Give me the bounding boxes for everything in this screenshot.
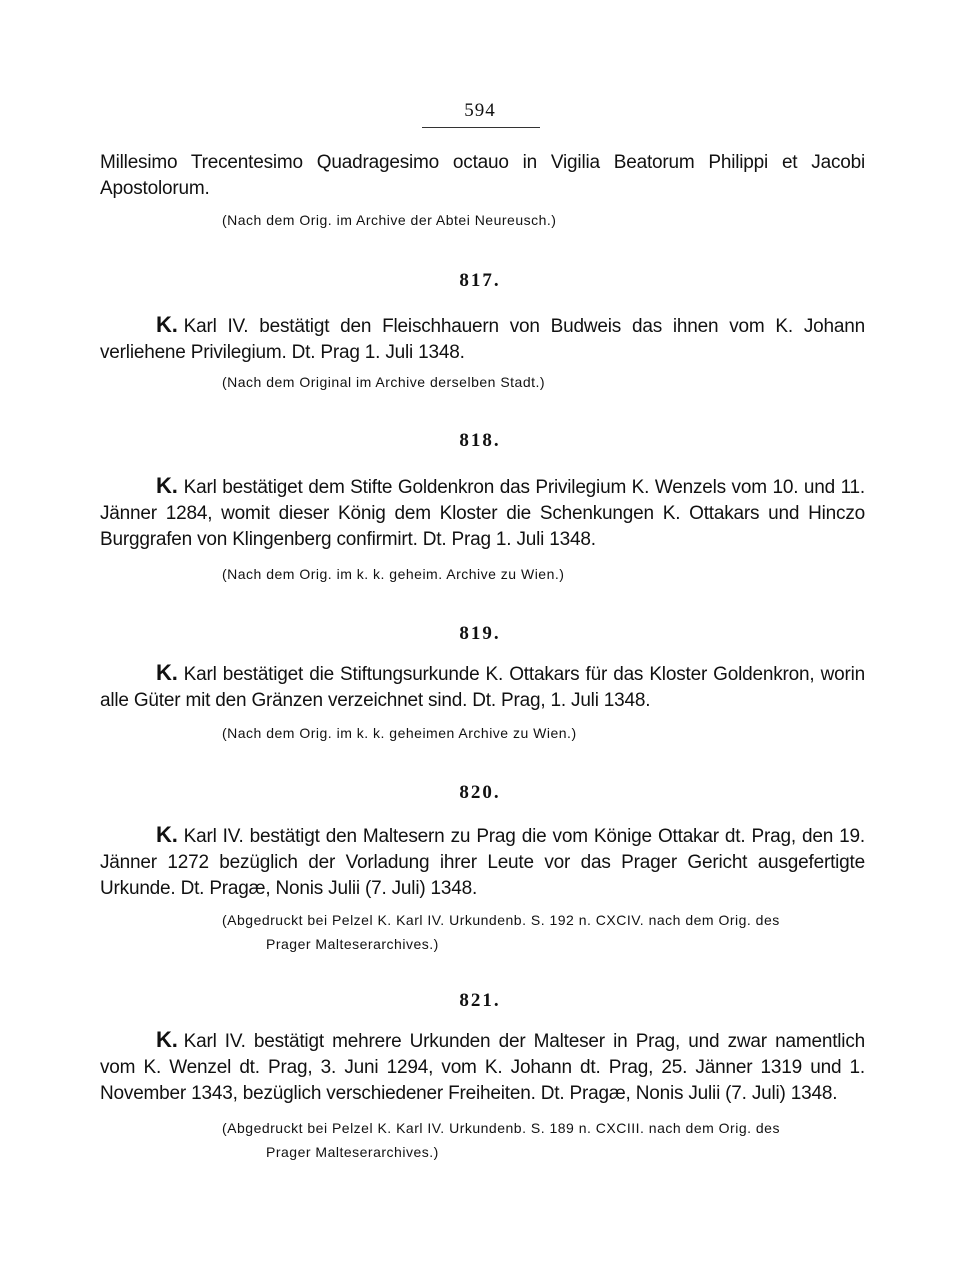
entry-818-paragraph bbox=[100, 473, 865, 553]
entry-number-817: 817. bbox=[459, 270, 501, 291]
entry-820-source-line1: (Abgedruckt bei Pelzel K. Karl IV. Urkundenb. S. 192 n. CXCIV. nach dem Orig. des bbox=[222, 912, 780, 928]
entry-821-lead: K. bbox=[156, 1027, 178, 1052]
entry-821-paragraph bbox=[100, 1027, 865, 1107]
entry-820-source-note bbox=[222, 908, 865, 956]
entry-821-source-note bbox=[222, 1116, 865, 1164]
entry-817-source-note: (Nach dem Original im Archive derselben Stadt.) bbox=[222, 374, 546, 390]
intro-source-note: (Nach dem Orig. im Archive der Abtei Neureusch.) bbox=[222, 212, 557, 228]
entry-821-source-line1: (Abgedruckt bei Pelzel K. Karl IV. Urkundenb. S. 189 n. CXCIII. nach dem Orig. des bbox=[222, 1120, 780, 1136]
entry-817-lead: K. bbox=[156, 312, 178, 337]
page-number: 594 bbox=[464, 100, 496, 121]
entry-number-819: 819. bbox=[459, 623, 501, 644]
entry-number-818: 818. bbox=[459, 430, 501, 451]
entry-819-text: Karl bestätiget die Stiftungsurkunde K. Ottakars für das Kloster Goldenkron, worin alle Güter mit den Gränzen verzeichnet sind. Dt. Prag, 1. Juli 1348. bbox=[100, 664, 865, 711]
entry-821-source-line2: Prager Malteserarchives.) bbox=[266, 1144, 439, 1160]
entry-819-source-note: (Nach dem Orig. im k. k. geheimen Archive zu Wien.) bbox=[222, 725, 577, 741]
entry-820-lead: K. bbox=[156, 822, 178, 847]
entry-820-source-line2: Prager Malteserarchives.) bbox=[266, 936, 439, 952]
entry-821-text: Karl IV. bestätigt mehrere Urkunden der Malteser in Prag, und zwar namentlich vom K. Wenzel dt. Prag, 3. Juni 1294, vom K. Johann dt. Prag, 25. Jänner 1319 und 1. November 1343, bezüglich verschiedener Freiheiten. Dt. Pragæ, Nonis Julii (7. Juli) 1348. bbox=[100, 1031, 865, 1104]
entry-819-lead: K. bbox=[156, 660, 178, 685]
entry-number-821: 821. bbox=[459, 990, 501, 1011]
entry-818-text: Karl bestätiget dem Stifte Goldenkron das Privilegium K. Wenzels vom 10. und 11. Jänner 1284, womit dieser König dem Kloster die Schenkungen K. Ottakars und Hinczo Burggrafen von Klingenberg confirmirt. Dt. Prag 1. Juli 1348. bbox=[100, 477, 865, 550]
entry-819-paragraph bbox=[100, 660, 865, 714]
entry-820-paragraph bbox=[100, 822, 865, 902]
entry-number-820: 820. bbox=[459, 782, 501, 803]
entry-817-text: Karl IV. bestätigt den Fleischhauern von Budweis das ihnen vom K. Johann verliehene Privilegium. Dt. Prag 1. Juli 1348. bbox=[100, 316, 865, 363]
entry-818-source-note: (Nach dem Orig. im k. k. geheim. Archive zu Wien.) bbox=[222, 566, 565, 582]
intro-paragraph: Millesimo Trecentesimo Quadragesimo octauo in Vigilia Beatorum Philippi et Jacobi Apostolorum. bbox=[100, 152, 865, 199]
entry-818-lead: K. bbox=[156, 473, 178, 498]
header-rule bbox=[422, 127, 540, 128]
entry-820-text: Karl IV. bestätigt den Maltesern zu Prag die vom Könige Ottakar dt. Prag, den 19. Jänner 1272 bezüglich der Vorladung ihrer Leute vor das Prager Gericht ausgefertigte Urkunde. Dt. Pragæ, Nonis Julii (7. Juli) 1348. bbox=[100, 826, 865, 899]
entry-817-paragraph bbox=[100, 312, 865, 366]
